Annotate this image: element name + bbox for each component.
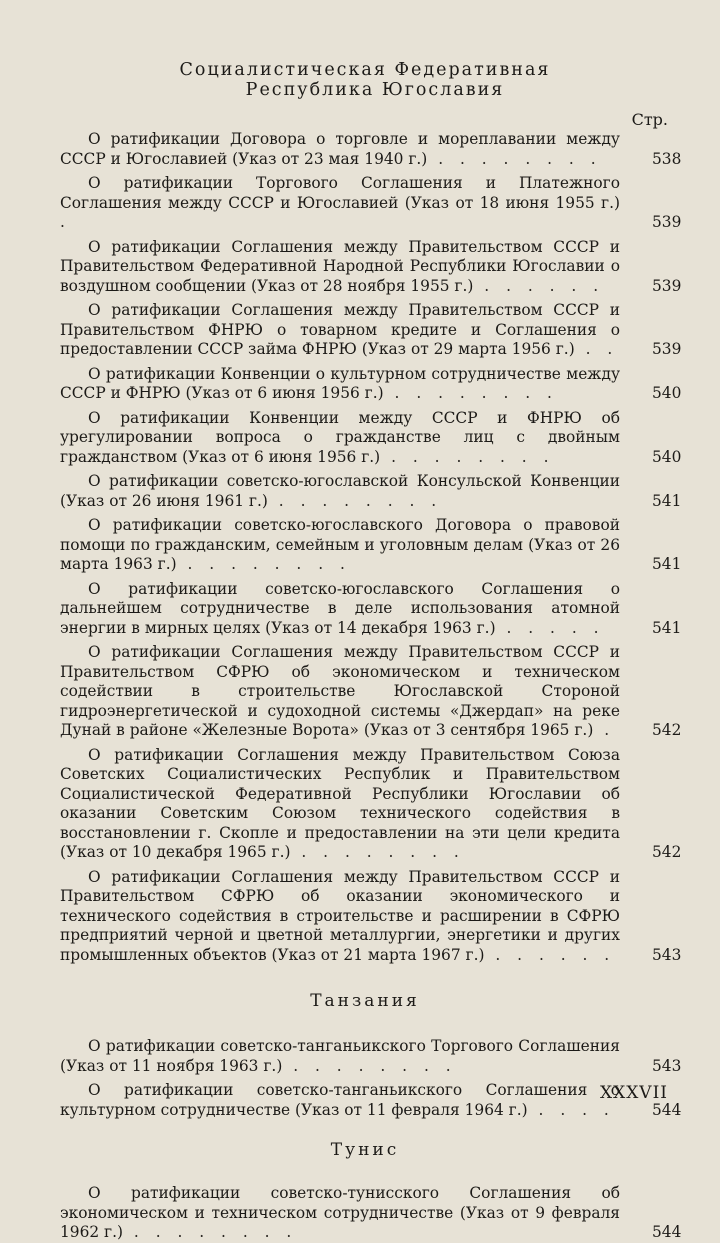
section-heading-yugoslavia bbox=[60, 60, 670, 100]
toc-entry bbox=[60, 867, 682, 966]
leader-dots: . . . . . . . . bbox=[427, 149, 602, 168]
toc-entry-title: О ратификации советско-танганьикского Торгового Соглашения (Указ от 11 ноября 1963 г.) bbox=[60, 1037, 620, 1075]
section-heading-tanzania: Танзания bbox=[310, 991, 420, 1011]
toc-entry-page: 538 bbox=[652, 149, 682, 168]
toc-entry bbox=[60, 579, 682, 639]
toc-entry-page: 542 bbox=[652, 721, 682, 739]
toc-entry-title: О ратификации Договора о торговле и мореплавании между СССР и Югославией (Указ от 23 мая 1940 г.) bbox=[60, 130, 620, 168]
leader-dots: . bbox=[593, 721, 616, 739]
toc-entry bbox=[60, 1081, 682, 1120]
leader-dots: . . . . . . . . bbox=[123, 1223, 298, 1241]
toc-entry-page: 540 bbox=[652, 447, 682, 466]
toc-entry-title: О ратификации советско-югославского Договора о правовой помощи по гражданским, семейным и уголовным делам (Указ от 26 марта 1963 г.) bbox=[60, 516, 620, 573]
toc-entry bbox=[60, 1037, 682, 1076]
section-entries-tunisia bbox=[60, 1184, 682, 1243]
toc-entry-title: О ратификации советско-тунисского Соглашения об экономическом и техническом сотрудничестве (Указ от 9 февраля 1962 г.) bbox=[60, 1184, 620, 1241]
toc-entry-title: О ратификации Конвенции о культурном сотрудничестве между СССР и ФНРЮ (Указ от 6 июня 1956 г.) bbox=[60, 364, 620, 402]
toc-entry-title: О ратификации Соглашения между Правительством СССР и Правительством Федеративной Народной Республики Югославии о воздушном сообщении (Указ от 28 ноября 1955 г.) bbox=[60, 237, 620, 295]
toc-entry-page: 540 bbox=[652, 384, 682, 402]
toc-entry bbox=[60, 364, 682, 404]
toc-entry-title: О ратификации Соглашения между Правительством СССР и Правительством СФРЮ об экономическом и техническом содействии в строительстве Югославской Стороной гидроэнергетической и судоходной системы «Джердап» на реке Дунай в районе «Железные Ворота» (Указ от 3 сентября 1965 г.) bbox=[60, 643, 620, 739]
page-folio: XXXVII bbox=[599, 1083, 668, 1103]
toc-entry-title: О ратификации советско-танганьикского Соглашения о культурном сотрудничестве (Указ от 11 февраля 1964 г.) bbox=[60, 1081, 620, 1119]
toc-entry bbox=[60, 1184, 682, 1243]
leader-dots: . . . . . . bbox=[473, 276, 605, 295]
toc-entry-title: О ратификации советско-югославского Соглашения о дальнейшем сотрудничестве в деле использования атомной энергии в мирных целях (Указ от 14 декабря 1963 г.) bbox=[60, 579, 620, 637]
leader-dots: . . . . . . . . bbox=[290, 843, 465, 861]
section-entries-tanzania bbox=[60, 1037, 682, 1120]
leader-dots: . . . . . . . . bbox=[282, 1056, 457, 1075]
toc-entry bbox=[60, 745, 682, 863]
toc-entry bbox=[60, 174, 682, 233]
page-column-label: Стр. bbox=[631, 110, 668, 129]
toc-entry-title: О ратификации Торгового Соглашения и Платежного Соглашения между СССР и Югославией (Указ от 18 июня 1955 г.) bbox=[60, 174, 620, 212]
toc-entry-title: О ратификации Соглашения между Правительством СССР и Правительством СФРЮ об оказании экономического и технического содействия в строительстве и расширении в СФРЮ предприятий черной и цветной металлургии, энергетики и других промышленных объектов (Указ от 21 марта 1967 г.) bbox=[60, 867, 620, 964]
toc-entry-page: 539 bbox=[652, 340, 682, 358]
leader-dots: . bbox=[60, 213, 71, 231]
toc-entry-page: 543 bbox=[652, 945, 682, 964]
section-entries-yugoslavia bbox=[60, 130, 682, 965]
section-heading-tunisia: Тунис bbox=[330, 1140, 400, 1160]
leader-dots: . . . . . . . . bbox=[267, 491, 443, 510]
toc-entry-page: 541 bbox=[652, 618, 682, 637]
section-heading-line-2: Республика Югославия bbox=[245, 80, 505, 100]
toc-entry-title: О ратификации Конвенции между СССР и ФНРЮ об урегулировании вопроса о гражданстве лиц с двойным гражданством (Указ от 6 июня 1956 г.) bbox=[60, 408, 620, 466]
section-heading-line-1: Социалистическая Федеративная bbox=[179, 60, 551, 80]
toc-entry-title: О ратификации Соглашения между Правительством СССР и Правительством ФНРЮ о товарном кредите и Соглашения о предоставлении СССР займа ФНРЮ (Указ от 29 марта 1956 г.) bbox=[60, 301, 620, 358]
toc-entry-page: 544 bbox=[652, 1223, 682, 1241]
toc-entry-page: 543 bbox=[652, 1056, 682, 1075]
leader-dots: . . . . bbox=[527, 1100, 615, 1119]
toc-entry-page: 544 bbox=[652, 1100, 682, 1119]
toc-entry bbox=[60, 237, 682, 297]
toc-entry-page: 539 bbox=[652, 213, 682, 231]
toc-entry bbox=[60, 643, 682, 741]
document-page bbox=[60, 60, 682, 1241]
leader-dots: . . bbox=[574, 340, 619, 358]
toc-entry-page: 541 bbox=[652, 555, 682, 573]
toc-entry bbox=[60, 301, 682, 360]
toc-entry bbox=[60, 516, 682, 575]
leader-dots: . . . . . bbox=[495, 618, 605, 637]
toc-entry bbox=[60, 130, 682, 169]
leader-dots: . . . . . . . . bbox=[383, 384, 558, 402]
toc-entry-page: 542 bbox=[652, 843, 682, 861]
leader-dots: . . . . . . bbox=[484, 945, 616, 964]
toc-entry bbox=[60, 472, 682, 511]
leader-dots: . . . . . . . . bbox=[176, 555, 351, 573]
toc-entry-title: О ратификации советско-югославской Консульской Конвенции (Указ от 26 июня 1961 г.) bbox=[60, 472, 620, 510]
toc-entry bbox=[60, 408, 682, 468]
toc-entry-title: О ратификации Соглашения между Правительством Союза Советских Социалистических Республик и Правительством Социалистической Федеративной Республики Югославии об оказании Советским Союзом технического содействия в восстановлении г. Скопле и предоставлении на эти цели кредита (Указ от 10 декабря 1965 г.) bbox=[60, 745, 620, 861]
toc-entry-page: 539 bbox=[652, 276, 682, 295]
leader-dots: . . . . . . . . bbox=[380, 447, 555, 466]
toc-entry-page: 541 bbox=[652, 491, 682, 510]
